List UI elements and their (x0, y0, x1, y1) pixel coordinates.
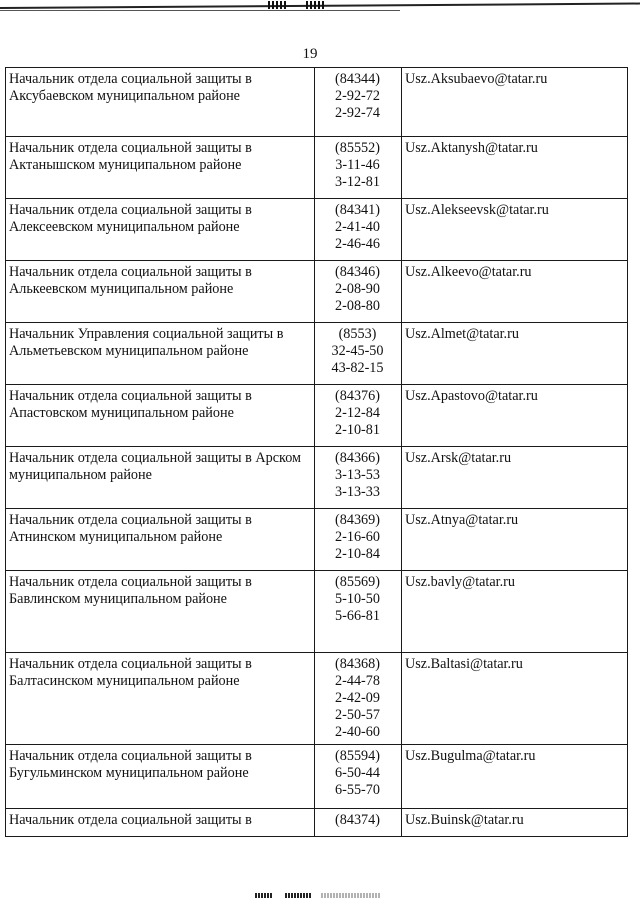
table-row (6, 809, 628, 837)
phone-number: 2-42-09 (335, 690, 380, 706)
scan-artifact-top (0, 0, 640, 14)
email-address: Usz.Alkeevo@tatar.ru (402, 261, 628, 323)
phone-number: 3-11-46 (335, 157, 380, 173)
phone-cell (315, 199, 402, 261)
table-row (6, 571, 628, 653)
phone-number: 32-45-50 (331, 343, 384, 359)
phone-cell (315, 137, 402, 199)
phone-number: 2-08-90 (335, 281, 380, 297)
table-row (6, 199, 628, 261)
table-row (6, 385, 628, 447)
phone-number: 2-10-84 (335, 546, 380, 562)
position-title: Начальник отдела социальной защиты в Алексеевском муниципальном районе (6, 199, 315, 261)
position-title: Начальник отдела социальной защиты в Алькеевском муниципальном районе (6, 261, 315, 323)
email-address: Usz.Aktanysh@tatar.ru (402, 137, 628, 199)
position-title: Начальник отдела социальной защиты в Арском муниципальном районе (6, 447, 315, 509)
email-address: Usz.Baltasi@tatar.ru (402, 653, 628, 745)
area-code: (8553) (338, 326, 377, 342)
phone-number: 2-92-74 (335, 105, 380, 121)
contacts-table (5, 67, 628, 837)
phone-number: 3-13-33 (335, 484, 380, 500)
phone-cell (315, 571, 402, 653)
email-address: Usz.Buinsk@tatar.ru (402, 809, 628, 837)
table-row (6, 323, 628, 385)
email-address: Usz.Apastovo@tatar.ru (402, 385, 628, 447)
position-title: Начальник отдела социальной защиты в Бавлинском муниципальном районе (6, 571, 315, 653)
email-address: Usz.Arsk@tatar.ru (402, 447, 628, 509)
table-row (6, 653, 628, 745)
phone-cell (315, 261, 402, 323)
phone-cell (315, 653, 402, 745)
email-address: Usz.Alekseevsk@tatar.ru (402, 199, 628, 261)
position-title: Начальник отдела социальной защиты в Атнинском муниципальном районе (6, 509, 315, 571)
table-row (6, 261, 628, 323)
phone-number: 2-50-57 (335, 707, 380, 723)
phone-number: 2-10-81 (335, 422, 380, 438)
table-row (6, 137, 628, 199)
phone-number: 2-46-46 (335, 236, 380, 252)
phone-cell (315, 447, 402, 509)
phone-cell (315, 68, 402, 137)
email-address: Usz.Bugulma@tatar.ru (402, 745, 628, 809)
phone-cell (315, 809, 402, 837)
phone-number: 3-13-53 (335, 467, 380, 483)
phone-number: 2-44-78 (335, 673, 380, 689)
area-code: (84366) (335, 450, 380, 466)
position-title: Начальник отдела социальной защиты в Аксубаевском муниципальном районе (6, 68, 315, 137)
area-code: (84344) (335, 71, 380, 87)
area-code: (84376) (335, 388, 380, 404)
phone-cell (315, 385, 402, 447)
phone-cell (315, 323, 402, 385)
scan-artifact-bottom (255, 893, 395, 901)
position-title: Начальник отдела социальной защиты в Апастовском муниципальном районе (6, 385, 315, 447)
position-title: Начальник отдела социальной защиты в Балтасинском муниципальном районе (6, 653, 315, 745)
position-title: Начальник отдела социальной защиты в (6, 809, 315, 837)
area-code: (84374) (335, 812, 380, 828)
email-address: Usz.Almet@tatar.ru (402, 323, 628, 385)
area-code: (85552) (335, 140, 380, 156)
area-code: (84369) (335, 512, 380, 528)
area-code: (85594) (335, 748, 380, 764)
area-code: (84346) (335, 264, 380, 280)
table-row (6, 68, 628, 137)
email-address: Usz.Aksubaevo@tatar.ru (402, 68, 628, 137)
email-address: Usz.bavly@tatar.ru (402, 571, 628, 653)
phone-number: 2-41-40 (335, 219, 380, 235)
phone-cell (315, 509, 402, 571)
phone-number: 6-50-44 (335, 765, 380, 781)
phone-number: 2-92-72 (335, 88, 380, 104)
page-number: 19 (302, 46, 318, 62)
position-title: Начальник отдела социальной защиты в Бугульминском муниципальном районе (6, 745, 315, 809)
phone-number: 5-66-81 (335, 608, 380, 624)
phone-number: 2-40-60 (335, 724, 380, 740)
position-title: Начальник Управления социальной защиты в Альметьевском муниципальном районе (6, 323, 315, 385)
phone-number: 2-12-84 (335, 405, 380, 421)
phone-number: 6-55-70 (335, 782, 380, 798)
area-code: (85569) (335, 574, 380, 590)
position-title: Начальник отдела социальной защиты в Актанышском муниципальном районе (6, 137, 315, 199)
area-code: (84341) (335, 202, 380, 218)
table-row (6, 509, 628, 571)
phone-number: 5-10-50 (335, 591, 380, 607)
phone-cell (315, 745, 402, 809)
phone-number: 2-08-80 (335, 298, 380, 314)
table-row (6, 745, 628, 809)
area-code: (84368) (335, 656, 380, 672)
phone-number: 3-12-81 (335, 174, 380, 190)
phone-number: 43-82-15 (331, 360, 384, 376)
email-address: Usz.Atnya@tatar.ru (402, 509, 628, 571)
table-row (6, 447, 628, 509)
phone-number: 2-16-60 (335, 529, 380, 545)
